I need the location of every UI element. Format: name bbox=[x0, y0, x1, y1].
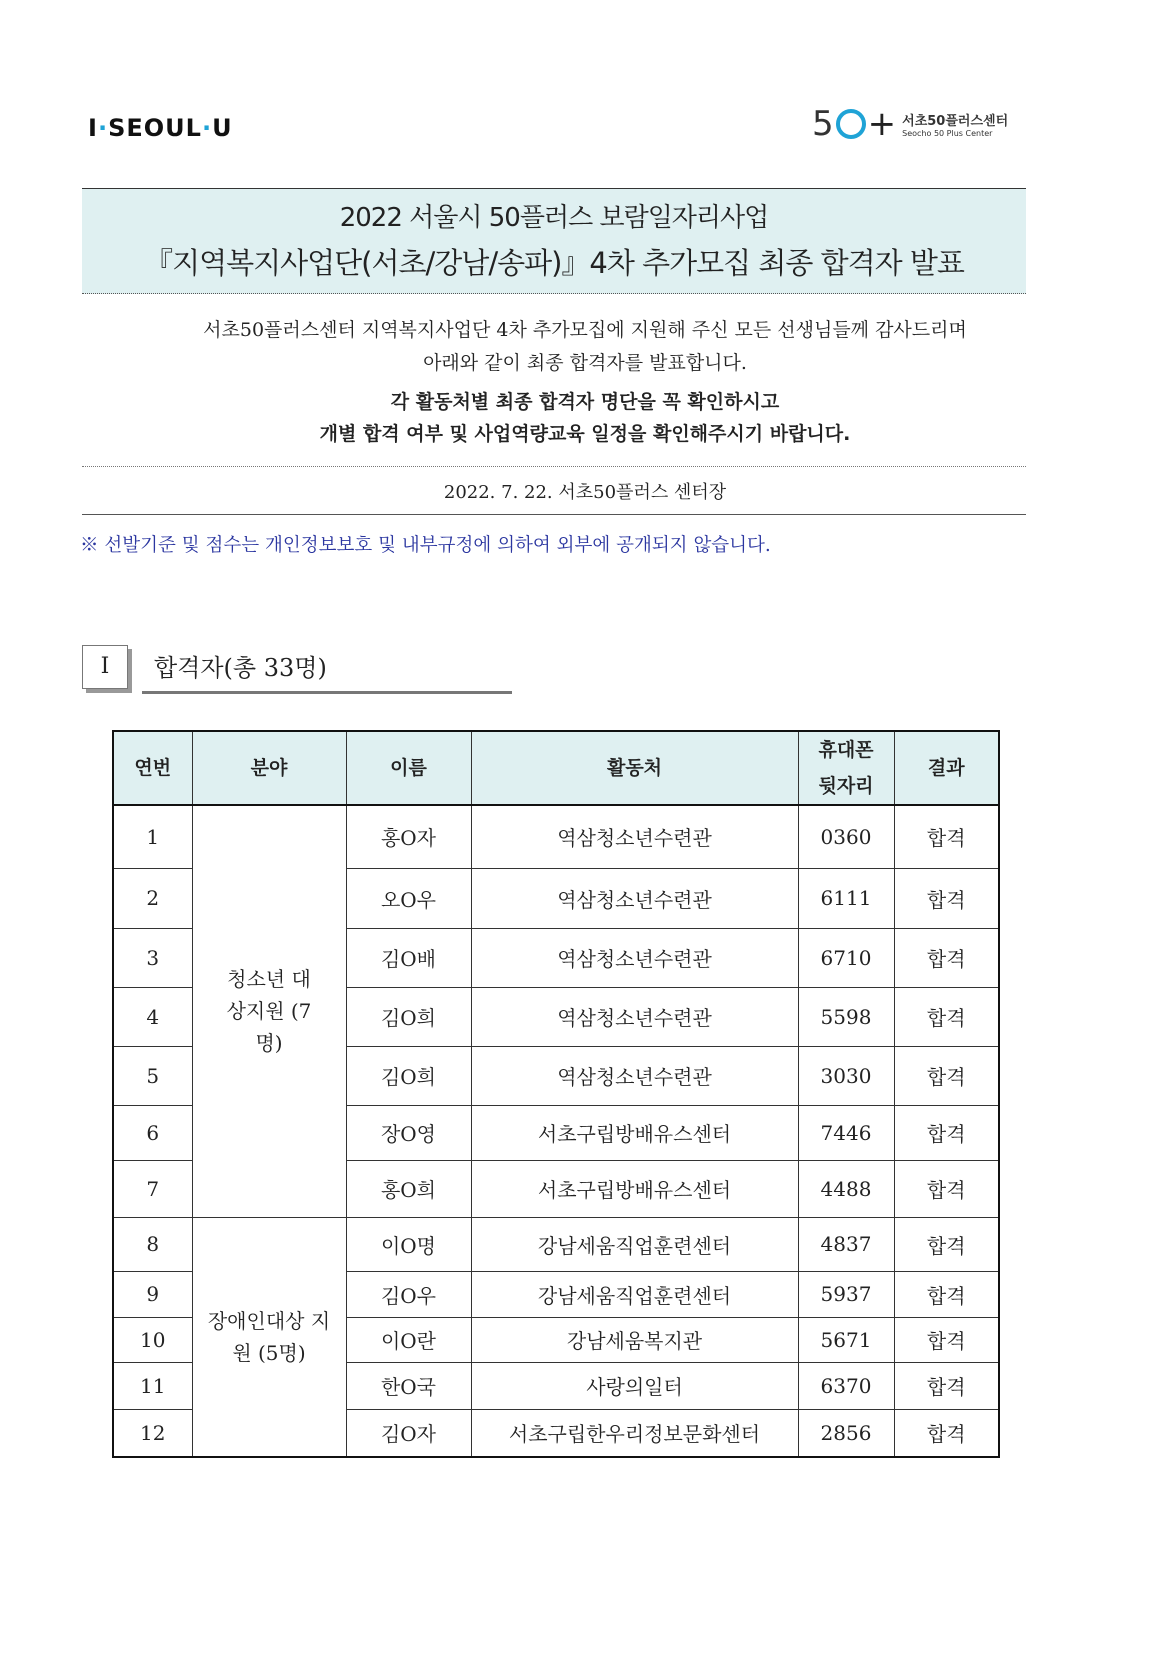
intro-line1: 서초50플러스센터 지역복지사업단 4차 추가모집에 지원해 주신 모든 선생님들께 감사드리며 bbox=[203, 319, 967, 341]
header-result: 결과 bbox=[894, 731, 999, 805]
cell-place: 서초구립방배유스센터 bbox=[471, 1105, 798, 1160]
divider bbox=[82, 514, 1026, 515]
logo-number: 5 bbox=[812, 104, 834, 144]
divider bbox=[82, 466, 1026, 467]
header-field: 분야 bbox=[192, 731, 346, 805]
intro-bold-line1: 각 활동처별 최종 합격자 명단을 꼭 확인하시고 bbox=[390, 391, 780, 413]
cell-name: 김O배 bbox=[346, 928, 471, 987]
cell-no: 9 bbox=[113, 1271, 192, 1317]
logo-name: 서초50플러스센터 bbox=[902, 114, 1009, 129]
table-row bbox=[113, 805, 999, 868]
cell-place: 서초구립방배유스센터 bbox=[471, 1160, 798, 1217]
cell-phone: 5671 bbox=[798, 1317, 894, 1362]
cell-name: 김O희 bbox=[346, 1046, 471, 1105]
cell-place: 강남세움복지관 bbox=[471, 1317, 798, 1362]
cell-phone: 4837 bbox=[798, 1217, 894, 1271]
cell-result: 합격 bbox=[894, 1160, 999, 1217]
cell-field: 청소년 대상지원 (7명) bbox=[192, 805, 346, 1217]
seoul-logo: I·SEOUL·U bbox=[88, 114, 233, 142]
cell-phone: 3030 bbox=[798, 1046, 894, 1105]
logo-plus: + bbox=[867, 104, 897, 144]
cell-place: 역삼청소년수련관 bbox=[471, 868, 798, 928]
logo-name-en: Seocho 50 Plus Center bbox=[902, 129, 993, 138]
cell-no: 6 bbox=[113, 1105, 192, 1160]
cell-no: 10 bbox=[113, 1317, 192, 1362]
notice-text: ※ 선발기준 및 점수는 개인정보보호 및 내부규정에 의하여 외부에 공개되지 않습니다. bbox=[80, 535, 771, 556]
cell-phone: 6370 bbox=[798, 1362, 894, 1409]
cell-place: 역삼청소년수련관 bbox=[471, 987, 798, 1046]
cell-place: 강남세움직업훈련센터 bbox=[471, 1217, 798, 1271]
cell-phone: 2856 bbox=[798, 1409, 894, 1457]
cell-name: 김O우 bbox=[346, 1271, 471, 1317]
cell-no: 5 bbox=[113, 1046, 192, 1105]
cell-result: 합격 bbox=[894, 1046, 999, 1105]
title-line2: 『지역복지사업단(서초/강남/송파)』4차 추가모집 최종 합격자 발표 bbox=[144, 246, 964, 280]
issue-date: 2022. 7. 22. 서초50플러스 센터장 bbox=[443, 482, 727, 503]
intro-bold-line2: 개별 합격 여부 및 사업역량교육 일정을 확인해주시기 바랍니다. bbox=[319, 423, 851, 445]
cell-field: 장애인대상 지원 (5명) bbox=[192, 1217, 346, 1457]
cell-name: 이O란 bbox=[346, 1317, 471, 1362]
cell-result: 합격 bbox=[894, 1217, 999, 1271]
title-box bbox=[82, 188, 1026, 294]
cell-place: 역삼청소년수련관 bbox=[471, 928, 798, 987]
cell-result: 합격 bbox=[894, 1317, 999, 1362]
cell-phone: 6111 bbox=[798, 868, 894, 928]
cell-no: 1 bbox=[113, 805, 192, 868]
cell-name: 김O자 bbox=[346, 1409, 471, 1457]
cell-no: 4 bbox=[113, 987, 192, 1046]
cell-name: 오O우 bbox=[346, 868, 471, 928]
cell-result: 합격 bbox=[894, 1362, 999, 1409]
cell-result: 합격 bbox=[894, 928, 999, 987]
cell-place: 역삼청소년수련관 bbox=[471, 805, 798, 868]
section-number: I bbox=[82, 645, 128, 689]
header-place: 활동처 bbox=[471, 731, 798, 805]
cell-result: 합격 bbox=[894, 805, 999, 868]
cell-phone: 5937 bbox=[798, 1271, 894, 1317]
cell-no: 2 bbox=[113, 868, 192, 928]
seocho-50plus-logo bbox=[812, 104, 1008, 144]
cell-name: 이O명 bbox=[346, 1217, 471, 1271]
cell-name: 홍O희 bbox=[346, 1160, 471, 1217]
cell-no: 8 bbox=[113, 1217, 192, 1271]
header-phone: 휴대폰 뒷자리 bbox=[798, 731, 894, 805]
cell-phone: 5598 bbox=[798, 987, 894, 1046]
cell-no: 7 bbox=[113, 1160, 192, 1217]
cell-no: 12 bbox=[113, 1409, 192, 1457]
intro-line2: 아래와 같이 최종 합격자를 발표합니다. bbox=[423, 352, 747, 374]
title-line1: 2022 서울시 50플러스 보람일자리사업 bbox=[339, 203, 769, 233]
cell-result: 합격 bbox=[894, 1105, 999, 1160]
header-no: 연번 bbox=[113, 731, 192, 805]
section-title: 합격자(총 33명) bbox=[142, 648, 512, 694]
table-row bbox=[113, 1217, 999, 1271]
cell-name: 김O희 bbox=[346, 987, 471, 1046]
cell-name: 한O국 bbox=[346, 1362, 471, 1409]
cell-phone: 7446 bbox=[798, 1105, 894, 1160]
cell-place: 강남세움직업훈련센터 bbox=[471, 1271, 798, 1317]
cell-place: 역삼청소년수련관 bbox=[471, 1046, 798, 1105]
cell-result: 합격 bbox=[894, 1271, 999, 1317]
results-table bbox=[112, 730, 1000, 1458]
table-header-row bbox=[113, 731, 999, 805]
cell-name: 장O영 bbox=[346, 1105, 471, 1160]
cell-result: 합격 bbox=[894, 868, 999, 928]
header-name: 이름 bbox=[346, 731, 471, 805]
cell-no: 3 bbox=[113, 928, 192, 987]
cell-phone: 6710 bbox=[798, 928, 894, 987]
cell-place: 서초구립한우리정보문화센터 bbox=[471, 1409, 798, 1457]
cell-result: 합격 bbox=[894, 1409, 999, 1457]
cell-no: 11 bbox=[113, 1362, 192, 1409]
cell-place: 사랑의일터 bbox=[471, 1362, 798, 1409]
cell-result: 합격 bbox=[894, 987, 999, 1046]
cell-phone: 0360 bbox=[798, 805, 894, 868]
logo-ring-icon bbox=[836, 109, 866, 139]
cell-phone: 4488 bbox=[798, 1160, 894, 1217]
cell-name: 홍O자 bbox=[346, 805, 471, 868]
